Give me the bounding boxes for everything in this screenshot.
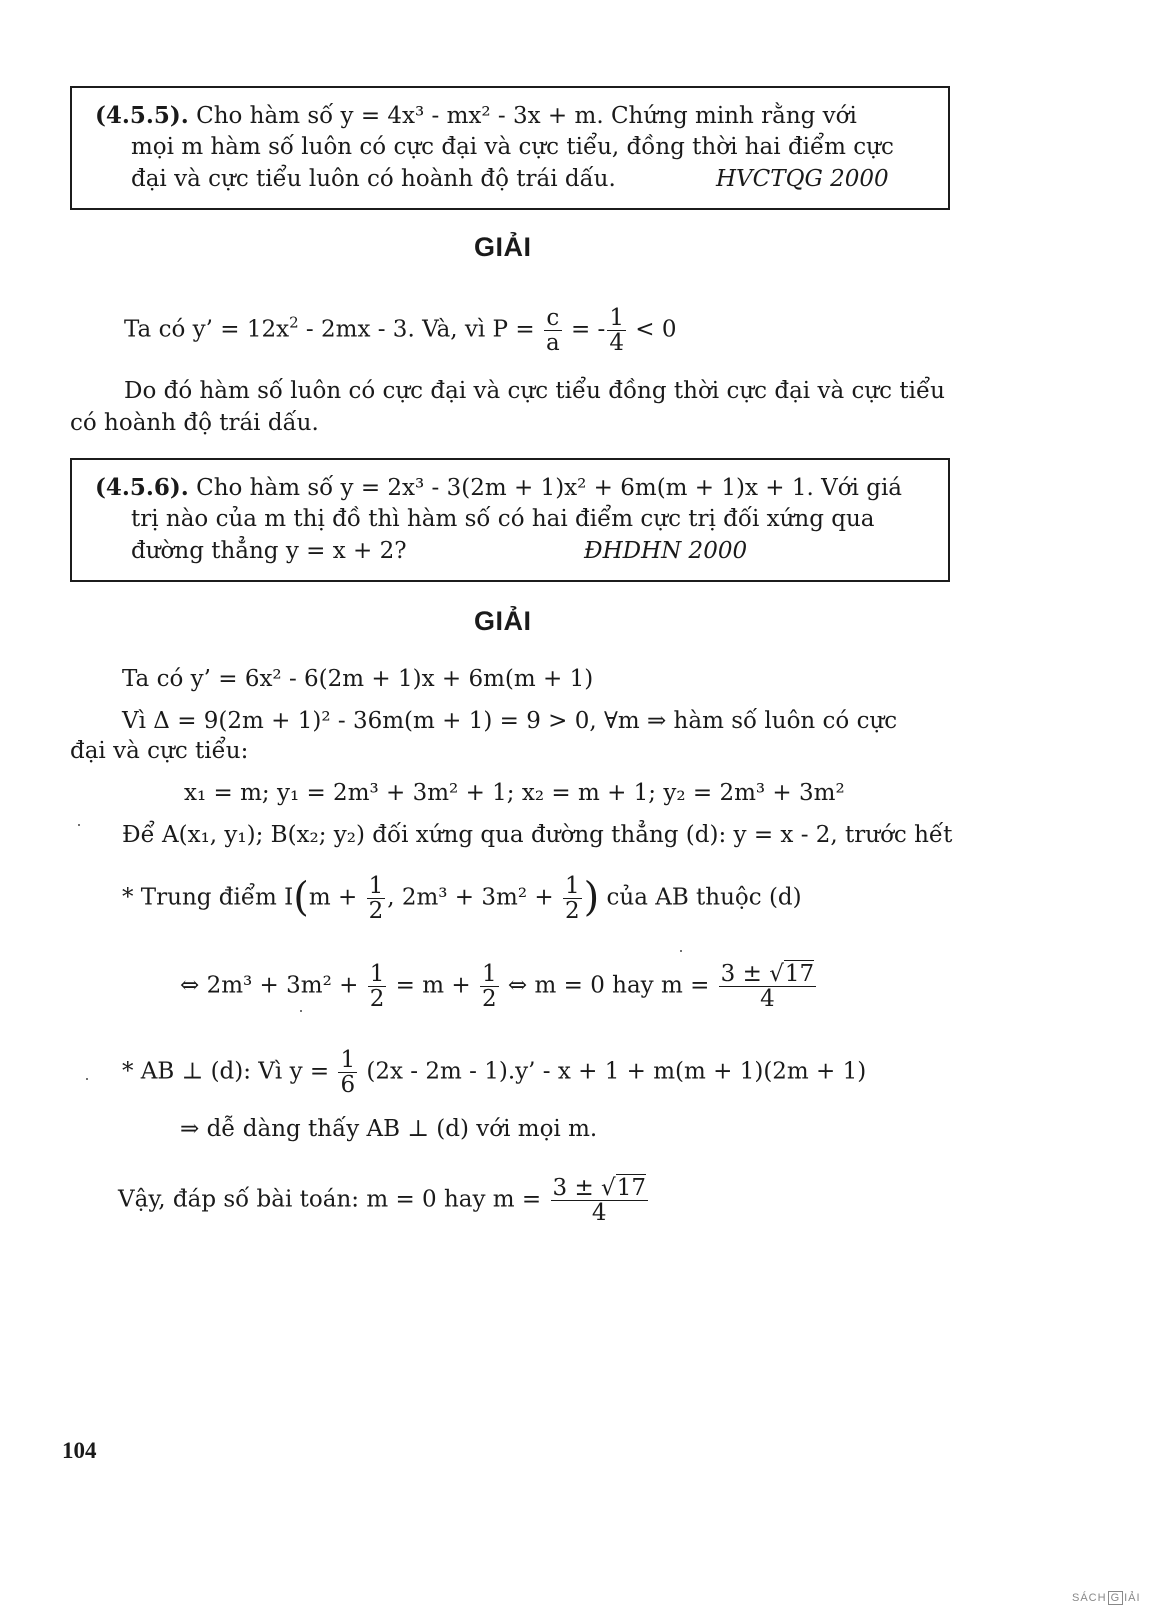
derivative-prefix: Ta có y’ = 12x xyxy=(124,316,290,343)
perp-suffix: (2x - 2m - 1).y’ - x + 1 + m(m + 1)(2m + 1) xyxy=(359,1058,867,1085)
fraction-numerator: 1 xyxy=(368,873,384,899)
derivative-end: < 0 xyxy=(627,316,677,343)
equiv-mid: = m + xyxy=(388,972,478,999)
derivative-mid: - 2mx - 3. Và, vì P = xyxy=(298,316,542,343)
fraction-one-half xyxy=(367,874,386,923)
fraction-denominator: 2 xyxy=(369,986,385,1012)
solution-2-delta-2: đại và cực tiểu: xyxy=(70,738,249,764)
fraction-one-quarter xyxy=(607,306,626,355)
problem-2-line-2: trị nào của m thị đồ thì hàm số có hai điểm cực trị đối xứng qua xyxy=(131,506,875,532)
left-paren-glyph: ( xyxy=(293,874,309,921)
problem-1-source: HVCTQG 2000 xyxy=(716,166,889,192)
midpoint-x-part: m + xyxy=(308,884,365,911)
fraction-denominator: 2 xyxy=(564,898,580,924)
solution-1-derivative-line xyxy=(124,306,677,355)
solution-2-perpendicular-result: ⇒ dễ dàng thấy AB ⊥ (d) với mọi m. xyxy=(180,1116,598,1142)
solution-1-conclusion-1: Do đó hàm số luôn có cực đại và cực tiểu đồng thời cực đại và cực tiểu xyxy=(124,378,945,404)
problem-2-text-1: Cho hàm số y = 2x³ - 3(2m + 1)x² + 6m(m + 1)x + 1. Với giá xyxy=(196,475,903,501)
solution-2-heading: GIẢI xyxy=(474,606,532,636)
fraction-numerator: c xyxy=(544,306,562,331)
fraction-denominator: 4 xyxy=(760,986,775,1012)
page-number: 104 xyxy=(62,1438,97,1463)
problem-1-text-1: Cho hàm số y = 4x³ - mx² - 3x + m. Chứng minh rằng với xyxy=(196,103,857,129)
problem-2-source: ĐHDHN 2000 xyxy=(584,538,748,564)
problem-2-line-3: đường thẳng y = x + 2? xyxy=(131,538,407,564)
problem-1-line-1 xyxy=(95,100,857,132)
scan-speck xyxy=(86,1078,88,1080)
fraction-numerator: 3 ± √17 xyxy=(720,961,815,987)
scan-speck xyxy=(300,1010,302,1012)
fraction-denominator: 6 xyxy=(340,1072,356,1098)
solution-2-delta-1: Vì Δ = 9(2m + 1)² - 36m(m + 1) = 9 > 0, ∀m ⇒ hàm số luôn có cực xyxy=(122,708,898,734)
midpoint-suffix: của AB thuộc (d) xyxy=(599,884,802,911)
midpoint-prefix: * Trung điểm I xyxy=(122,884,294,911)
fraction-denominator: 4 xyxy=(591,1200,607,1226)
solution-2-roots: x₁ = m; y₁ = 2m³ + 3m² + 1; x₂ = m + 1; y₂ = 2m³ + 3m² xyxy=(184,780,845,806)
equiv-right: ⇔ m = 0 hay m = xyxy=(500,972,717,999)
fraction-root-formula xyxy=(551,1176,648,1225)
equiv-left: ⇔ 2m³ + 3m² + xyxy=(180,972,366,999)
fraction-denominator: 2 xyxy=(368,898,384,924)
logo-right: IẢI xyxy=(1124,1592,1141,1604)
solution-1-heading: GIẢI xyxy=(474,232,532,262)
derivative-equals: = - xyxy=(563,316,606,343)
problem-1-number: (4.5.5). xyxy=(95,102,189,129)
scan-speck xyxy=(680,950,682,952)
solution-2-derivative: Ta có y’ = 6x² - 6(2m + 1)x + 6m(m + 1) xyxy=(122,666,594,692)
root-prefix: 3 ± xyxy=(720,961,770,987)
fraction-denominator: 4 xyxy=(609,330,624,356)
fraction-one-sixth xyxy=(338,1048,357,1097)
problem-2-number: (4.5.6). xyxy=(95,474,189,501)
fraction-numerator: 1 xyxy=(609,305,624,331)
fraction-numerator: 1 xyxy=(340,1047,356,1073)
solution-2-symmetry: Để A(x₁, y₁); B(x₂; y₂) đối xứng qua đường thẳng (d): y = x - 2, trước hết xyxy=(122,822,953,848)
root-prefix: 3 ± xyxy=(552,1175,602,1201)
fraction-numerator: 1 xyxy=(481,961,497,987)
fraction-one-half xyxy=(563,874,582,923)
solution-1-conclusion-2: có hoành độ trái dấu. xyxy=(70,410,319,436)
fraction-denominator: 2 xyxy=(481,986,497,1012)
perp-prefix: * AB ⊥ (d): Vì y = xyxy=(122,1058,337,1085)
fraction-root-formula xyxy=(719,962,816,1011)
fraction-numerator: 1 xyxy=(564,873,580,899)
radicand: 17 xyxy=(616,1175,646,1201)
problem-1-line-2: mọi m hàm số luôn có cực đại và cực tiểu, đồng thời hai điểm cực xyxy=(131,134,894,160)
radicand: 17 xyxy=(784,961,815,987)
problem-1-line-3: đại và cực tiểu luôn có hoành độ trái dấu. xyxy=(131,166,616,192)
logo-left: SÁCH xyxy=(1072,1592,1107,1604)
solution-2-answer-line xyxy=(118,1176,650,1225)
fraction-one-half xyxy=(368,962,387,1011)
fraction-denominator: a xyxy=(545,330,560,356)
solution-2-perpendicular-line xyxy=(122,1048,866,1097)
fraction-numerator: 3 ± √17 xyxy=(552,1175,646,1201)
midpoint-y-part: , 2m³ + 3m² + xyxy=(387,884,561,911)
solution-2-midpoint-line xyxy=(122,874,802,923)
fraction-c-over-a xyxy=(544,306,562,355)
fraction-one-half xyxy=(480,962,499,1011)
right-paren-glyph: ) xyxy=(583,874,600,921)
problem-2-line-1 xyxy=(95,472,902,504)
derivative-exponent: 2 xyxy=(289,313,299,332)
solution-2-equivalence-line xyxy=(180,962,818,1011)
logo-boxed-letter: G xyxy=(1108,1591,1124,1605)
scan-speck xyxy=(78,824,80,826)
answer-prefix: Vậy, đáp số bài toán: m = 0 hay m = xyxy=(118,1186,549,1213)
publisher-logo xyxy=(1072,1592,1141,1604)
fraction-numerator: 1 xyxy=(369,961,385,987)
